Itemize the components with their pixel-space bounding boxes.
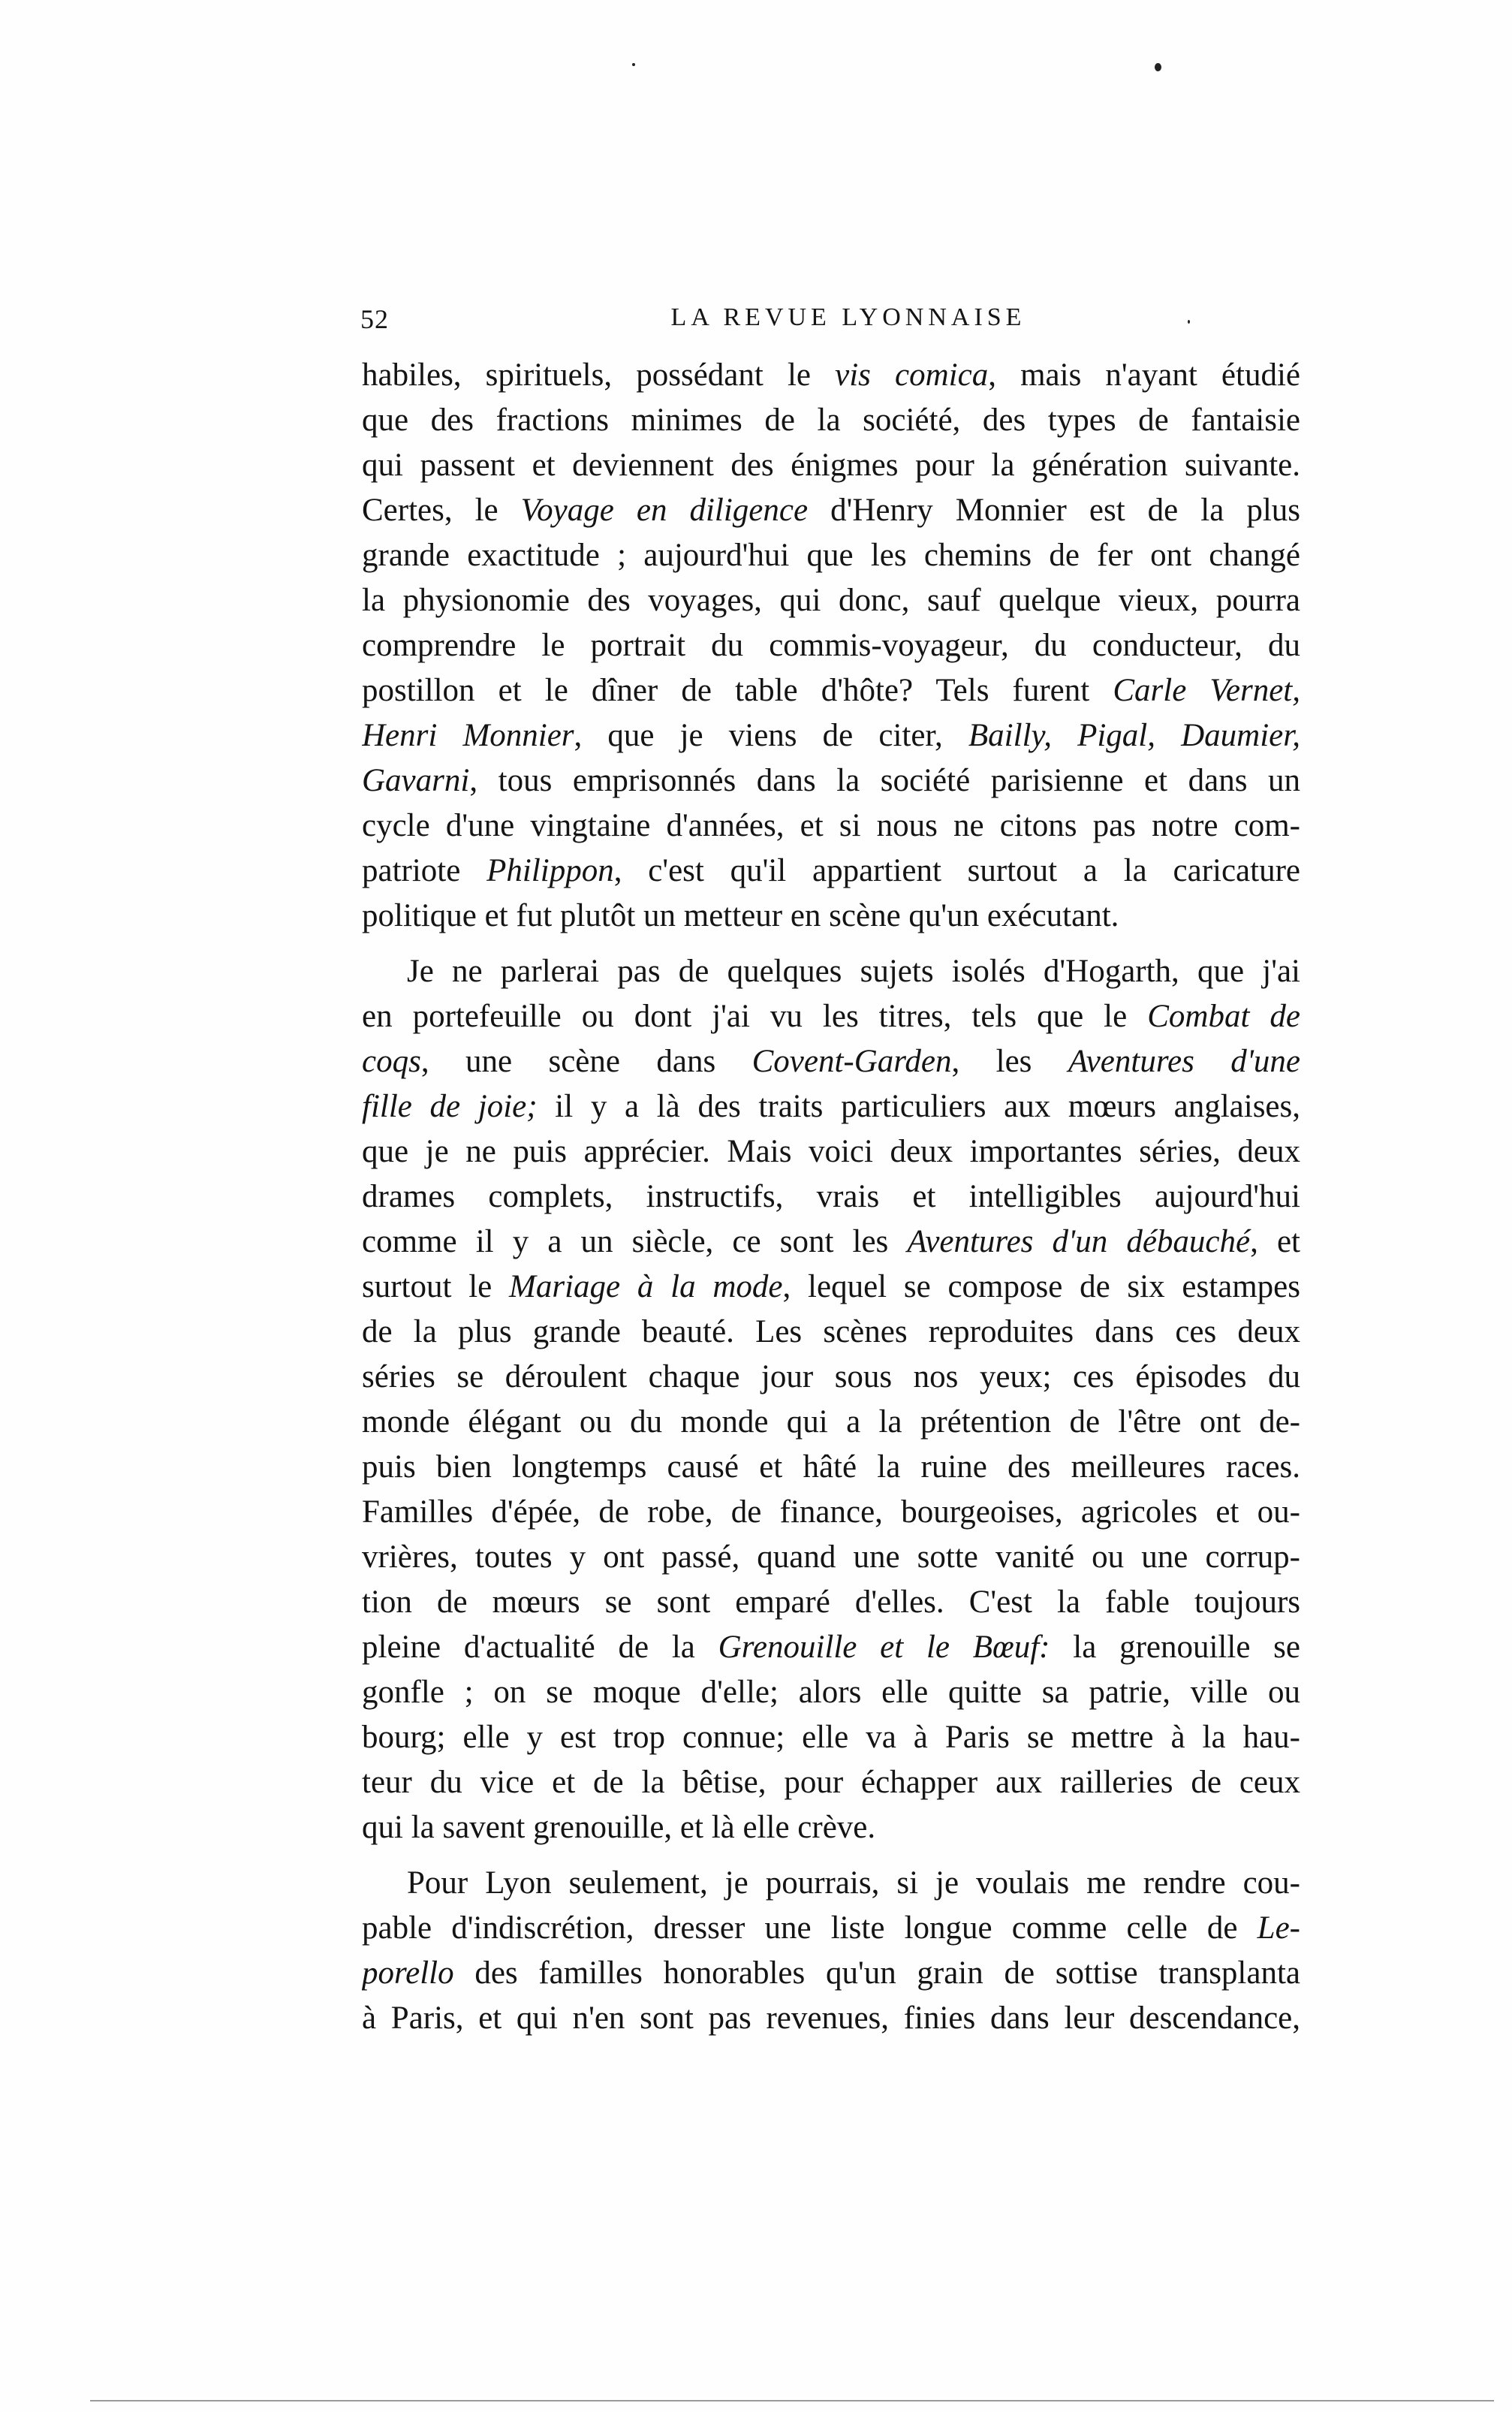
paragraph bbox=[362, 353, 1300, 939]
text-line bbox=[362, 849, 1300, 894]
text-run: Certes, le bbox=[362, 493, 521, 528]
text-run: qui passent et deviennent des énigmes pour la génération suivante. bbox=[362, 448, 1300, 483]
text-line bbox=[362, 443, 1300, 488]
italic-text: fille de joie; bbox=[362, 1089, 538, 1124]
text-line bbox=[362, 1580, 1300, 1625]
text-run: Pour Lyon seulement, je pourrais, si je voulais me rendre cou- bbox=[407, 1865, 1300, 1901]
italic-text: Combat de bbox=[1147, 999, 1300, 1034]
text-line bbox=[362, 1951, 1300, 1996]
text-run: , une scène dans bbox=[420, 1044, 752, 1079]
italic-text: coqs bbox=[362, 1044, 421, 1079]
text-line bbox=[362, 1996, 1300, 2041]
italic-text: Covent-Garden bbox=[751, 1044, 952, 1079]
text-run: d'Henry Monnier est de la plus bbox=[808, 493, 1300, 528]
text-run: en portefeuille ou dont j'ai vu les titres, tels que le bbox=[362, 999, 1148, 1034]
text-run: , c'est qu'il appartient surtout a la caricature bbox=[613, 853, 1300, 888]
text-line bbox=[362, 398, 1300, 443]
text-run: drames complets, instructifs, vrais et intelligibles aujourd'hui bbox=[362, 1179, 1300, 1214]
text-line bbox=[362, 1490, 1300, 1535]
text-line bbox=[362, 1861, 1300, 1906]
italic-text: porello bbox=[362, 1955, 454, 1991]
text-line bbox=[362, 713, 1300, 758]
text-run: la grenouille se bbox=[1050, 1630, 1300, 1665]
text-run: séries se déroulent chaque jour sous nos yeux; ces épisodes du bbox=[362, 1359, 1300, 1394]
text-run: postillon et le dîner de table d'hôte? Tels furent bbox=[362, 673, 1113, 708]
text-line bbox=[362, 1265, 1300, 1310]
text-line bbox=[362, 1535, 1300, 1580]
italic-text: Carle Vernet, bbox=[1113, 673, 1300, 708]
text-line bbox=[362, 488, 1300, 533]
text-run: politique et fut plutôt un metteur en scène qu'un exécutant. bbox=[362, 898, 1119, 933]
text-run: habiles, spirituels, possédant le bbox=[362, 357, 836, 393]
text-run: cycle d'une vingtaine d'années, et si nous ne citons pas notre com- bbox=[362, 808, 1300, 843]
text-line bbox=[362, 1805, 1300, 1850]
text-run: comme il y a un siècle, ce sont les bbox=[362, 1224, 908, 1259]
text-line bbox=[362, 668, 1300, 713]
italic-text: Aventures d'un débauché bbox=[907, 1224, 1251, 1259]
text-run: des familles honorables qu'un grain de sottise transplanta bbox=[453, 1955, 1300, 1991]
paragraph bbox=[362, 949, 1300, 1850]
italic-text: vis comica bbox=[835, 357, 989, 393]
text-line bbox=[362, 1355, 1300, 1400]
running-title: LA REVUE LYONNAISE bbox=[670, 303, 1026, 331]
text-line bbox=[362, 803, 1300, 849]
italic-text: Le- bbox=[1257, 1910, 1300, 1946]
text-line bbox=[362, 623, 1300, 668]
italic-text: Philippon bbox=[486, 853, 614, 888]
italic-text: Mariage à la mode bbox=[509, 1269, 783, 1304]
italic-text: Voyage en diligence bbox=[520, 493, 809, 528]
paragraph-gap bbox=[362, 1850, 1300, 1861]
text-run: teur du vice et de la bêtise, pour échapper aux railleries de ceux bbox=[362, 1765, 1300, 1800]
text-line bbox=[362, 1174, 1300, 1220]
text-line bbox=[362, 994, 1300, 1039]
print-speck bbox=[1155, 63, 1161, 71]
text-run: patriote bbox=[362, 853, 487, 888]
text-run: Je ne parlerai pas de quelques sujets isolés d'Hogarth, que j'ai bbox=[407, 954, 1300, 989]
text-line bbox=[362, 1445, 1300, 1490]
text-run: tion de mœurs se sont emparé d'elles. C'est la fable toujours bbox=[362, 1584, 1300, 1620]
body-text bbox=[362, 353, 1300, 2041]
text-line bbox=[362, 1400, 1300, 1445]
text-line bbox=[362, 1129, 1300, 1174]
italic-text: Bailly, Pigal, Daumier, bbox=[968, 718, 1300, 753]
text-run: à Paris, et qui n'en sont pas revenues, finies dans leur descendance, bbox=[362, 2000, 1300, 2036]
text-run: Familles d'épée, de robe, de finance, bourgeoises, agricoles et ou- bbox=[362, 1494, 1300, 1530]
text-line bbox=[362, 1760, 1300, 1805]
text-run: puis bien longtemps causé et hâté la ruine des meilleures races. bbox=[362, 1449, 1300, 1485]
text-run: vrières, toutes y ont passé, quand une sotte vanité ou une corrup- bbox=[362, 1539, 1300, 1575]
text-run: , les bbox=[951, 1044, 1068, 1079]
bottom-edge-line bbox=[90, 2400, 1494, 2401]
text-run: gonfle ; on se moque d'elle; alors elle quitte sa patrie, ville ou bbox=[362, 1675, 1300, 1710]
italic-text: Henri Monnier bbox=[362, 718, 574, 753]
text-run: monde élégant ou du monde qui a la prétention de l'être ont de- bbox=[362, 1404, 1300, 1440]
text-line bbox=[362, 949, 1300, 994]
text-run: , mais n'ayant étudié bbox=[988, 357, 1300, 393]
text-line bbox=[362, 533, 1300, 578]
text-run: de la plus grande beauté. Les scènes reproduites dans ces deux bbox=[362, 1314, 1300, 1349]
text-run: , tous emprisonnés dans la société parisienne et dans un bbox=[469, 763, 1300, 798]
text-run: que je ne puis apprécier. Mais voici deux importantes séries, deux bbox=[362, 1134, 1300, 1169]
text-run: , lequel se compose de six estampes bbox=[782, 1269, 1300, 1304]
text-run: grande exactitude ; aujourd'hui que les chemins de fer ont changé bbox=[362, 538, 1300, 573]
text-line bbox=[362, 1906, 1300, 1951]
text-line bbox=[362, 1310, 1300, 1355]
text-run: que des fractions minimes de la société, des types de fantaisie bbox=[362, 403, 1300, 438]
page-number: 52 bbox=[360, 304, 389, 334]
print-speck bbox=[632, 63, 635, 66]
text-line bbox=[362, 1220, 1300, 1265]
text-run: qui la savent grenouille, et là elle crève. bbox=[362, 1810, 876, 1845]
text-run: surtout le bbox=[362, 1269, 510, 1304]
text-line bbox=[362, 1084, 1300, 1129]
text-run: pable d'indiscrétion, dresser une liste longue comme celle de bbox=[362, 1910, 1257, 1946]
paragraph-gap bbox=[362, 939, 1300, 949]
text-line bbox=[362, 1625, 1300, 1670]
text-line bbox=[362, 758, 1300, 803]
text-run: la physionomie des voyages, qui donc, sauf quelque vieux, pourra bbox=[362, 583, 1300, 618]
page-header bbox=[360, 303, 1306, 341]
text-run: comprendre le portrait du commis-voyageur, du conducteur, du bbox=[362, 628, 1300, 663]
text-run: , que je viens de citer, bbox=[574, 718, 968, 753]
italic-text: Grenouille et le Bœuf: bbox=[718, 1630, 1050, 1665]
italic-text: Gavarni bbox=[362, 763, 470, 798]
text-run: , et bbox=[1250, 1224, 1300, 1259]
text-line bbox=[362, 1670, 1300, 1715]
text-line bbox=[362, 578, 1300, 623]
text-line bbox=[362, 1715, 1300, 1760]
text-line bbox=[362, 353, 1300, 398]
text-line bbox=[362, 894, 1300, 939]
italic-text: Aventures d'une bbox=[1068, 1044, 1300, 1079]
text-run: il y a là des traits particuliers aux mœurs anglaises, bbox=[537, 1089, 1300, 1124]
text-line bbox=[362, 1039, 1300, 1084]
text-run: pleine d'actualité de la bbox=[362, 1630, 718, 1665]
paragraph bbox=[362, 1861, 1300, 2041]
text-run: bourg; elle y est trop connue; elle va à Paris se mettre à la hau- bbox=[362, 1720, 1300, 1755]
